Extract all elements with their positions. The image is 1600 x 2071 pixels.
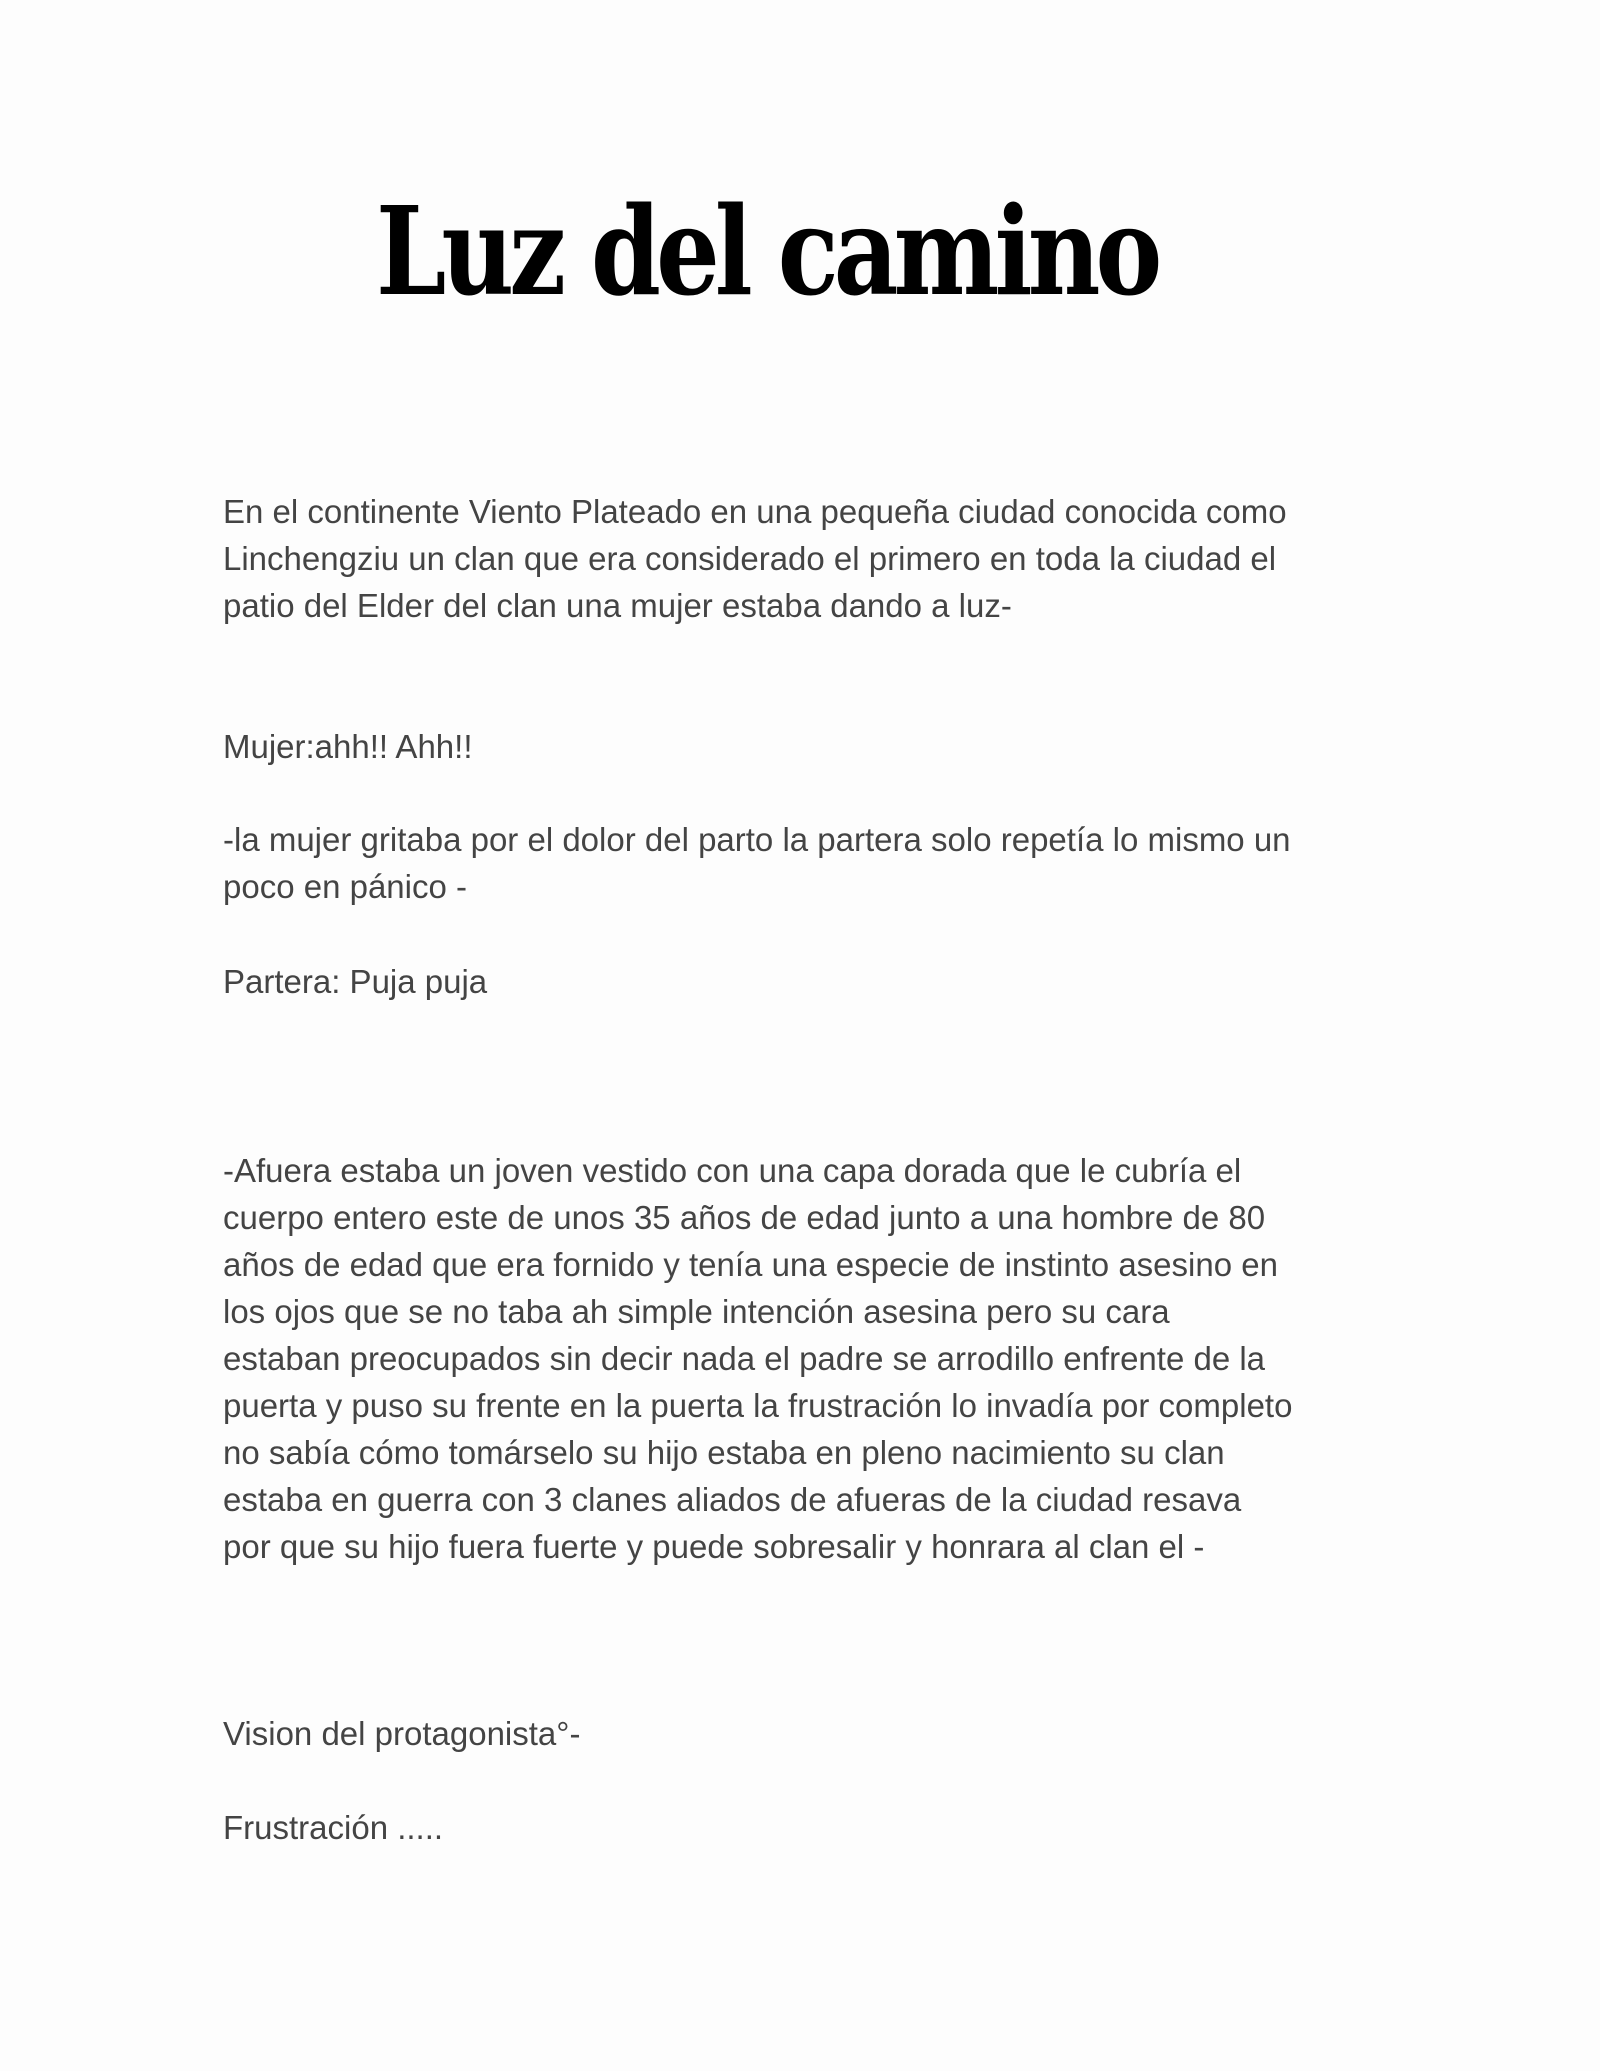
paragraph-dialogue-woman: Mujer:ahh!! Ahh!! (223, 728, 473, 765)
paragraph-narration-outside: -Afuera estaba un joven vestido con una capa dorada que le cubría el cuerpo entero este de unos 35 años de edad junto a una hombre de 80 años de edad que era fornido y tenía una especie de instinto asesino en los ojos que se no taba ah simple intención asesina pero su cara estaban preocupados sin decir nada el padre se arrodillo enfrente de la puerta y puso su frente en la puerta la frustración lo invadía por completo no sabía cómo tomárselo su hijo estaba en pleno nacimiento su clan estaba en guerra con 3 clanes aliados de afueras de la ciudad resava por que su hijo fuera fuerte y puede sobresalir y honrara al clan el - (223, 1152, 1293, 1565)
paragraph-protagonist-vision: Vision del protagonista°- (223, 1715, 581, 1752)
paragraph-frustration: Frustración ..... (223, 1809, 444, 1846)
document-title: Luz del camino (376, 179, 1158, 323)
paragraph-narration-labor: -la mujer gritaba por el dolor del parto la partera solo repetía lo mismo un poco en pánico - (223, 821, 1291, 905)
paragraph-dialogue-midwife: Partera: Puja puja (223, 963, 488, 1000)
paragraph-intro: En el continente Viento Plateado en una pequeña ciudad conocida como Linchengziu un clan que era considerado el primero en toda la ciudad el patio del Elder del clan una mujer estaba dando a luz- (223, 493, 1287, 624)
